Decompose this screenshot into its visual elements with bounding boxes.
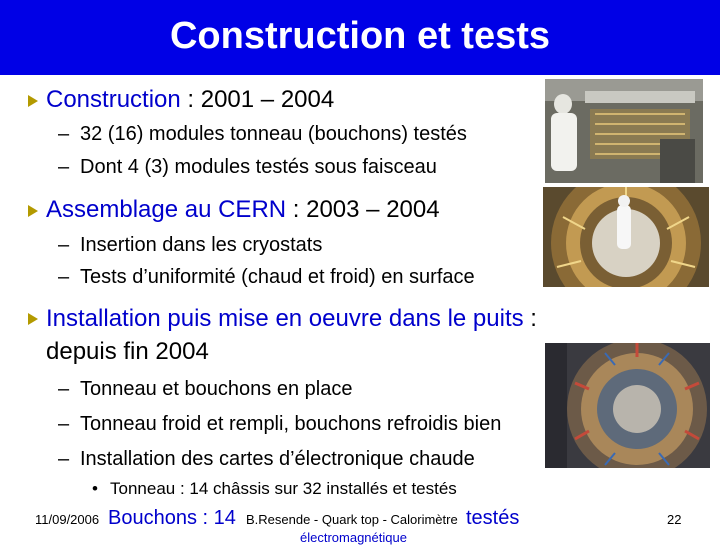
list-item: Dont 4 (3) modules testés sous faisceau bbox=[80, 156, 437, 178]
dash-bullet: – bbox=[58, 234, 70, 256]
section-heading-dates: : 2003 – 2004 bbox=[286, 196, 440, 223]
section-heading-keyword: Assemblage au CERN bbox=[46, 196, 287, 223]
overflow-text-bottom: électromagnétique bbox=[300, 530, 407, 545]
dash-bullet: – bbox=[58, 448, 70, 470]
list-item: Tonneau froid et rempli, bouchons refroidis bien bbox=[80, 413, 502, 435]
section-heading-colon: : bbox=[523, 305, 537, 332]
list-item: Installation des cartes d’électronique chaude bbox=[80, 448, 475, 470]
photo-cryostat bbox=[543, 187, 709, 287]
photo-module-assembly-image bbox=[545, 79, 703, 183]
dash-bullet: – bbox=[58, 413, 70, 435]
list-item: Tests d’uniformité (chaud et froid) en surface bbox=[80, 266, 475, 288]
overflow-text-left: Bouchons : 14 bbox=[108, 507, 236, 529]
dash-bullet: – bbox=[58, 266, 70, 288]
dash-bullet: – bbox=[58, 378, 70, 400]
section-heading-keyword: Construction bbox=[46, 86, 181, 113]
page-number: 22 bbox=[667, 512, 682, 527]
photo-module-assembly bbox=[545, 79, 703, 183]
section-heading-keyword: Installation puis mise en oeuvre dans le puits bbox=[46, 305, 524, 332]
photo-cryostat-image bbox=[543, 187, 709, 287]
dash-bullet: – bbox=[58, 123, 70, 145]
sub-list-item: Tonneau : 14 châssis sur 32 installés et testés bbox=[110, 479, 457, 498]
photo-detector-pit bbox=[545, 343, 710, 468]
footer-date: 11/09/2006 bbox=[35, 512, 100, 527]
section-heading bbox=[46, 85, 334, 115]
dash-bullet: – bbox=[58, 156, 70, 178]
list-item: Tonneau et bouchons en place bbox=[80, 378, 353, 400]
photo-detector-pit-image bbox=[545, 343, 710, 468]
section-heading-line2: depuis fin 2004 bbox=[46, 338, 209, 365]
title-bar bbox=[0, 0, 720, 75]
bullet-icon bbox=[28, 205, 38, 217]
section-heading bbox=[46, 304, 537, 334]
slide-title: Construction et tests bbox=[169, 15, 551, 57]
footer-author: B.Resende - Quark top - Calorimètre bbox=[246, 512, 458, 527]
section-heading-dates: : 2001 – 2004 bbox=[180, 86, 335, 113]
sub-bullet: • bbox=[92, 479, 98, 498]
bullet-icon bbox=[28, 95, 38, 107]
bullet-icon bbox=[28, 313, 38, 325]
section-heading bbox=[46, 195, 440, 225]
list-item: 32 (16) modules tonneau (bouchons) testés bbox=[80, 123, 467, 145]
list-item: Insertion dans les cryostats bbox=[80, 234, 323, 256]
overflow-text-right: testés bbox=[466, 507, 520, 529]
